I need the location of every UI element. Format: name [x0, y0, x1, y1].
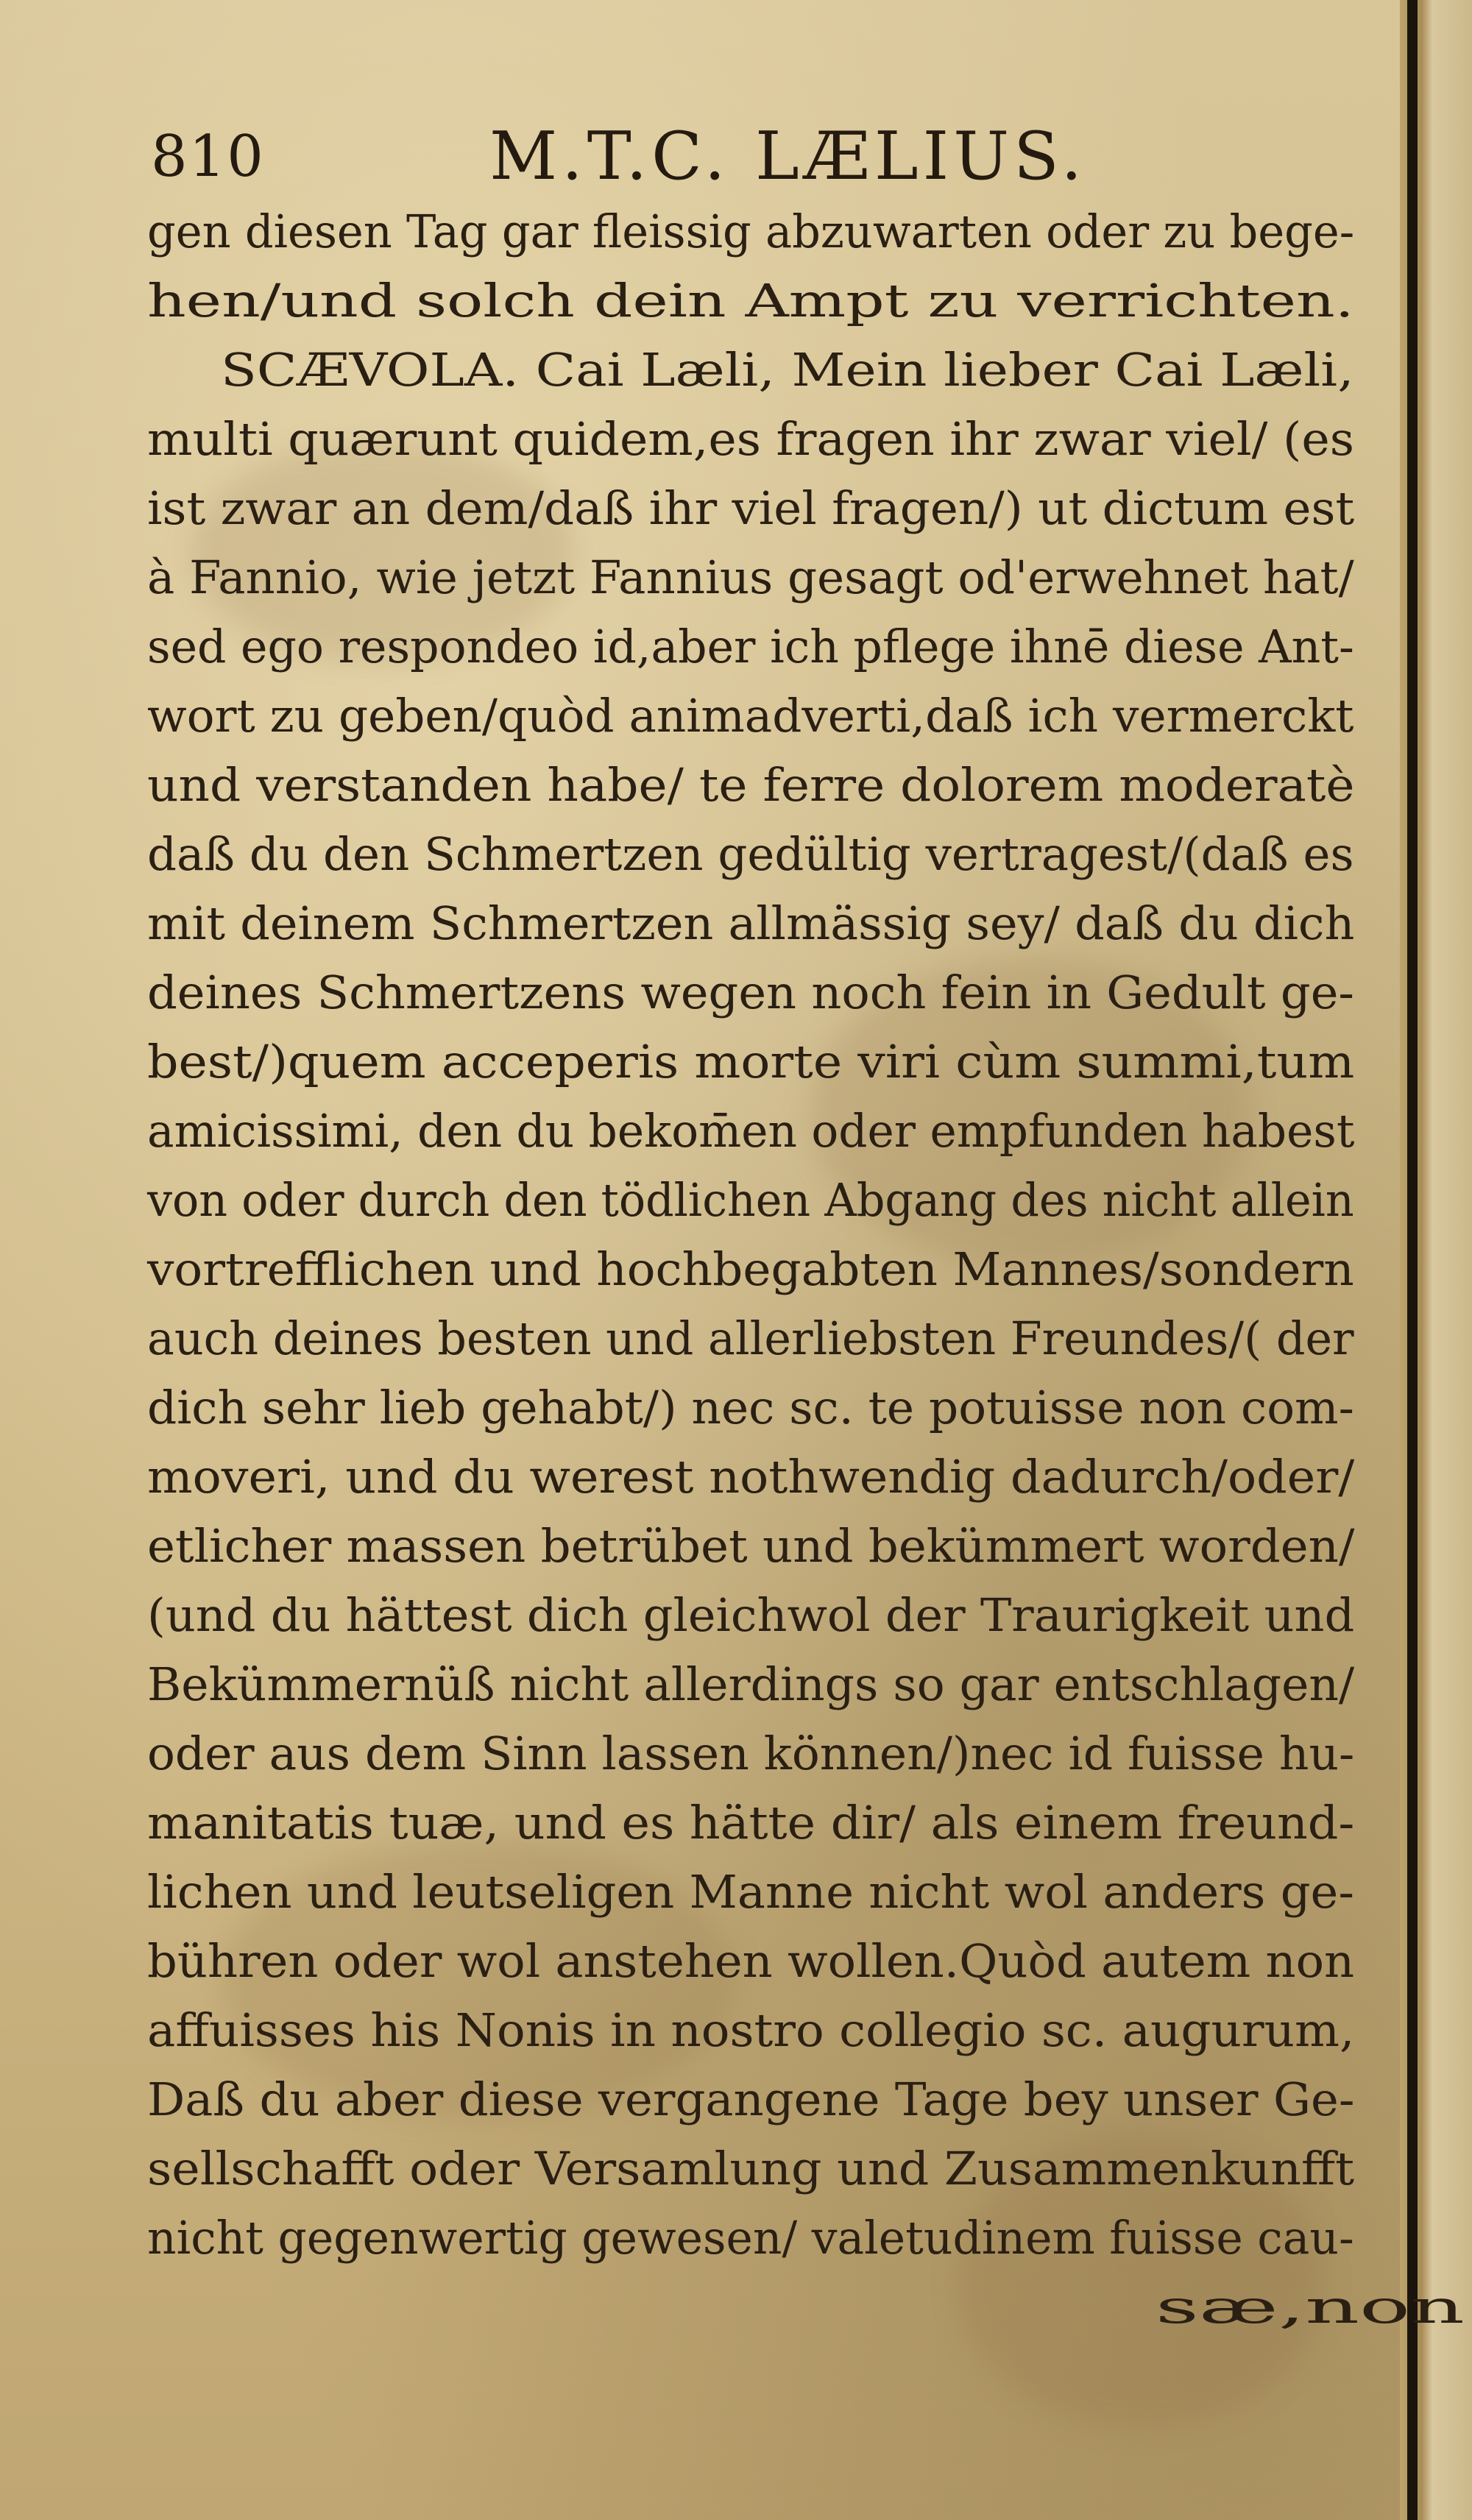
text-line: nicht gegenwertig gewesen/ valetudinem fuisse cau-: [147, 2211, 1354, 2265]
text-line: von oder durch den tödlichen Abgang des nicht allein: [147, 1173, 1354, 1227]
text-line: (und du hättest dich gleichwol der Traurigkeit und: [147, 1588, 1355, 1642]
text-line: wort zu geben/quòd animadverti,daß ich vermerckt: [147, 689, 1354, 743]
text-line: sellschafft oder Versamlung und Zusammenkunfft: [147, 2142, 1355, 2195]
text-line: auch deines besten und allerliebsten Freundes/( der: [147, 1312, 1354, 1365]
text-line: bühren oder wol anstehen wollen.Quòd autem non: [147, 1934, 1355, 1988]
text-line: best/)quem acceperis morte viri cùm summi,tum: [147, 1035, 1355, 1089]
text-line: hen/und solch dein Ampt zu verrichten.: [147, 274, 1354, 328]
text-line: moveri, und du werest nothwendig dadurch/oder/: [147, 1450, 1355, 1504]
running-title: M.T.C. LÆLIUS.: [489, 118, 1087, 195]
body-text: [147, 197, 1465, 2420]
text-line: Bekümmernüß nicht allerdings so gar entschlagen/: [147, 1657, 1355, 1711]
text-line: dich sehr lieb gehabt/) nec sc. te potuisse non com-: [147, 1381, 1354, 1434]
text-line: manitatis tuæ, und es hätte dir/ als einem freund-: [147, 1796, 1355, 1850]
text-line: mit deinem Schmertzen allmässig sey/ daß du dich: [147, 896, 1355, 950]
page-number: 810: [151, 124, 265, 190]
text-line: à Fannio, wie jetzt Fannius gesagt od'erwehnet hat/: [147, 551, 1354, 604]
text-line: affuisses his Nonis in nostro collegio sc. augurum,: [147, 2003, 1355, 2057]
text-line: ist zwar an dem/daß ihr viel fragen/) ut dictum est: [147, 481, 1355, 535]
text-line: SCÆVOLA. Cai Læli, Mein lieber Cai Læli,: [221, 343, 1354, 397]
catchword: sæ,non: [1156, 2280, 1465, 2334]
text-line: sed ego respondeo id,aber ich pflege ihnē diese Ant-: [147, 620, 1354, 673]
text-line: daß du den Schmertzen gedültig vertragest/(daß es: [147, 827, 1354, 881]
text-line: vortrefflichen und hochbegabten Mannes/sondern: [147, 1242, 1354, 1296]
text-line: etlicher massen betrübet und bekümmert worden/: [147, 1519, 1355, 1573]
text-line: Daß du aber diese vergangene Tage bey unser Ge-: [147, 2073, 1355, 2126]
binding-shadow: [1407, 0, 1418, 2520]
text-line: lichen und leutseligen Manne nicht wol anders ge-: [147, 1865, 1354, 1919]
running-head: [151, 110, 1402, 199]
text-line: gen diesen Tag gar fleissig abzuwarten oder zu bege-: [147, 205, 1355, 258]
text-line: oder aus dem Sinn lassen können/)nec id fuisse hu-: [147, 1727, 1355, 1780]
text-line: multi quærunt quidem,es fragen ihr zwar viel/ (es: [147, 412, 1354, 466]
text-line: und verstanden habe/ te ferre dolorem moderatè: [147, 758, 1355, 812]
text-line: amicissimi, den du bekom̄en oder empfunden habest: [147, 1104, 1355, 1158]
text-line: deines Schmertzens wegen noch fein in Gedult ge-: [147, 966, 1354, 1019]
